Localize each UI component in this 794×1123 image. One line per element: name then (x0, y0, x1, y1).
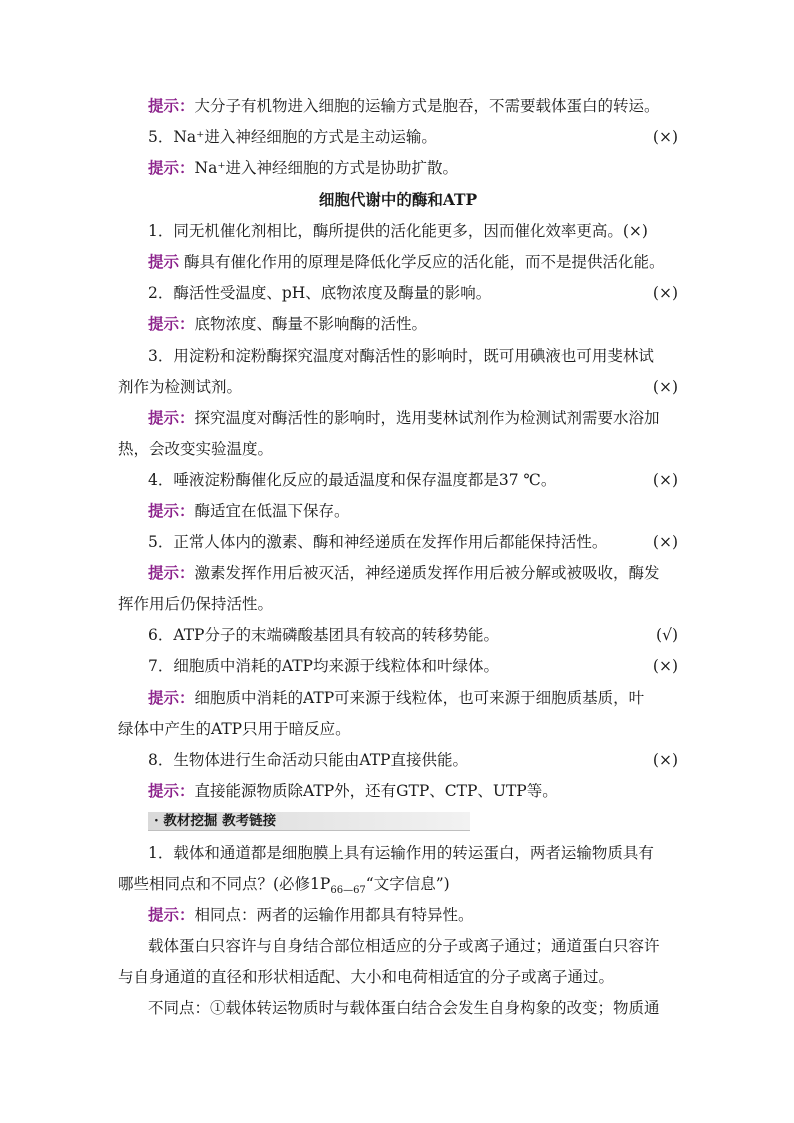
hint-line (148, 905, 678, 925)
answer-mark: (×) (652, 128, 678, 146)
question-line (148, 127, 678, 147)
hint-label: 提示： (148, 408, 195, 427)
hint-continuation (118, 439, 678, 459)
hint-line (148, 408, 678, 428)
paragraph-text: 与自身通道的直径和形状相适配、大小和电荷相适宜的分子或离子通过。 (118, 968, 615, 986)
question-text: 1．同无机催化剂相比，酶所提供的活化能更多，因而催化效率更高。(×) (148, 222, 648, 240)
answer-mark: (×) (652, 657, 678, 675)
question-text: 5．正常人体内的激素、酶和神经递质在发挥作用后都能保持活性。 (148, 533, 608, 551)
hint-label: 提示： (148, 96, 195, 115)
hint-line (148, 314, 678, 334)
hint-text: 热，会改变实验温度。 (118, 440, 274, 458)
question-line (148, 532, 678, 552)
section-title: 细胞代谢中的酶和ATP (318, 190, 478, 209)
paragraph-text: 不同点：①载体转运物质时与载体蛋白结合会发生自身构象的改变；物质通 (148, 999, 660, 1017)
hint-line (148, 158, 678, 178)
question-text: 哪些相同点和不同点？(必修1P (118, 875, 331, 893)
section-banner: · 教材挖掘 教考链接 (148, 812, 470, 831)
hint-text: 细胞质中消耗的ATP可来源于线粒体，也可来源于细胞质基质，叶 (194, 689, 645, 707)
hint-text: 底物浓度、酶量不影响酶的活性。 (194, 315, 428, 333)
paragraph-text: 载体蛋白只容许与自身结合部位相适应的分子或离子通过；通道蛋白只容许 (148, 937, 660, 955)
hint-label: 提示： (148, 563, 195, 582)
hint-line (148, 252, 678, 272)
question-line (148, 283, 678, 303)
question-line (148, 843, 678, 863)
answer-mark: (×) (652, 471, 678, 489)
hint-text: 绿体中产生的ATP只用于暗反应。 (118, 720, 351, 738)
question-text: 1．载体和通道都是细胞膜上具有运输作用的转运蛋白，两者运输物质具有 (148, 844, 654, 862)
question-text: 4．唾液淀粉酶催化反应的最适温度和保存温度都是37 ℃。 (148, 471, 557, 489)
question-text: 3．用淀粉和淀粉酶探究温度对酶活性的影响时，既可用碘液也可用斐林试 (148, 347, 654, 365)
answer-mark: (×) (652, 284, 678, 302)
answer-mark: (×) (652, 533, 678, 551)
hint-text: Na⁺进入神经细胞的方式是协助扩散。 (194, 159, 459, 177)
question-text: 7．细胞质中消耗的ATP均来源于线粒体和叶绿体。 (148, 657, 499, 675)
hint-label: 提示： (148, 688, 195, 707)
hint-label: 提示： (148, 501, 195, 520)
paragraph-line (118, 967, 678, 987)
question-line (148, 656, 678, 676)
hint-label: 提示： (148, 158, 195, 177)
hint-text: 挥作用后仍保持活性。 (118, 595, 274, 613)
hint-text: 探究温度对酶活性的影响时，选用斐林试剂作为检测试剂需要水浴加 (194, 409, 660, 427)
page-range-subscript: 66—67 (330, 885, 366, 897)
hint-line (148, 781, 678, 801)
hint-text: 相同点：两者的运输作用都具有特异性。 (194, 906, 474, 924)
question-text: 2．酶活性受温度、pH、底物浓度及酶量的影响。 (148, 284, 492, 302)
hint-text: 酶具有催化作用的原理是降低化学反应的活化能，而不是提供活化能。 (183, 253, 665, 271)
hint-label: 提示： (148, 905, 195, 924)
hint-label: 提示： (148, 781, 195, 800)
hint-line (148, 501, 678, 521)
question-line (118, 874, 678, 901)
question-line (118, 377, 678, 397)
question-line (148, 221, 678, 241)
hint-line (148, 688, 678, 708)
paragraph-line (148, 936, 678, 956)
question-text: 8．生物体进行生命活动只能由ATP直接供能。 (148, 751, 468, 769)
hint-line (148, 563, 678, 583)
question-line (148, 625, 678, 645)
hint-text: 酶适宜在低温下保存。 (194, 502, 350, 520)
question-text: 剂作为检测试剂。 (118, 378, 243, 396)
question-line (148, 470, 678, 490)
question-line (148, 750, 678, 770)
answer-mark: (√) (656, 626, 678, 644)
hint-text: 激素发挥作用后被灭活，神经递质发挥作用后被分解或被吸收，酶发 (194, 564, 660, 582)
question-text: 6．ATP分子的末端磷酸基团具有较高的转移势能。 (148, 626, 499, 644)
answer-mark: (×) (652, 378, 678, 396)
question-text: 5．Na⁺进入神经细胞的方式是主动运输。 (148, 128, 437, 146)
hint-label: 提示： (148, 314, 195, 333)
answer-mark: (×) (652, 751, 678, 769)
hint-line (148, 96, 678, 116)
question-text: “文字信息”) (365, 875, 450, 893)
hint-text: 直接能源物质除ATP外，还有GTP、CTP、UTP等。 (194, 782, 558, 800)
paragraph-line (148, 998, 678, 1018)
hint-text: 大分子有机物进入细胞的运输方式是胞吞，不需要载体蛋白的转运。 (194, 97, 660, 115)
hint-label: 提示 (148, 252, 180, 271)
question-line (148, 346, 678, 366)
hint-continuation (118, 594, 678, 614)
hint-continuation (118, 719, 678, 739)
